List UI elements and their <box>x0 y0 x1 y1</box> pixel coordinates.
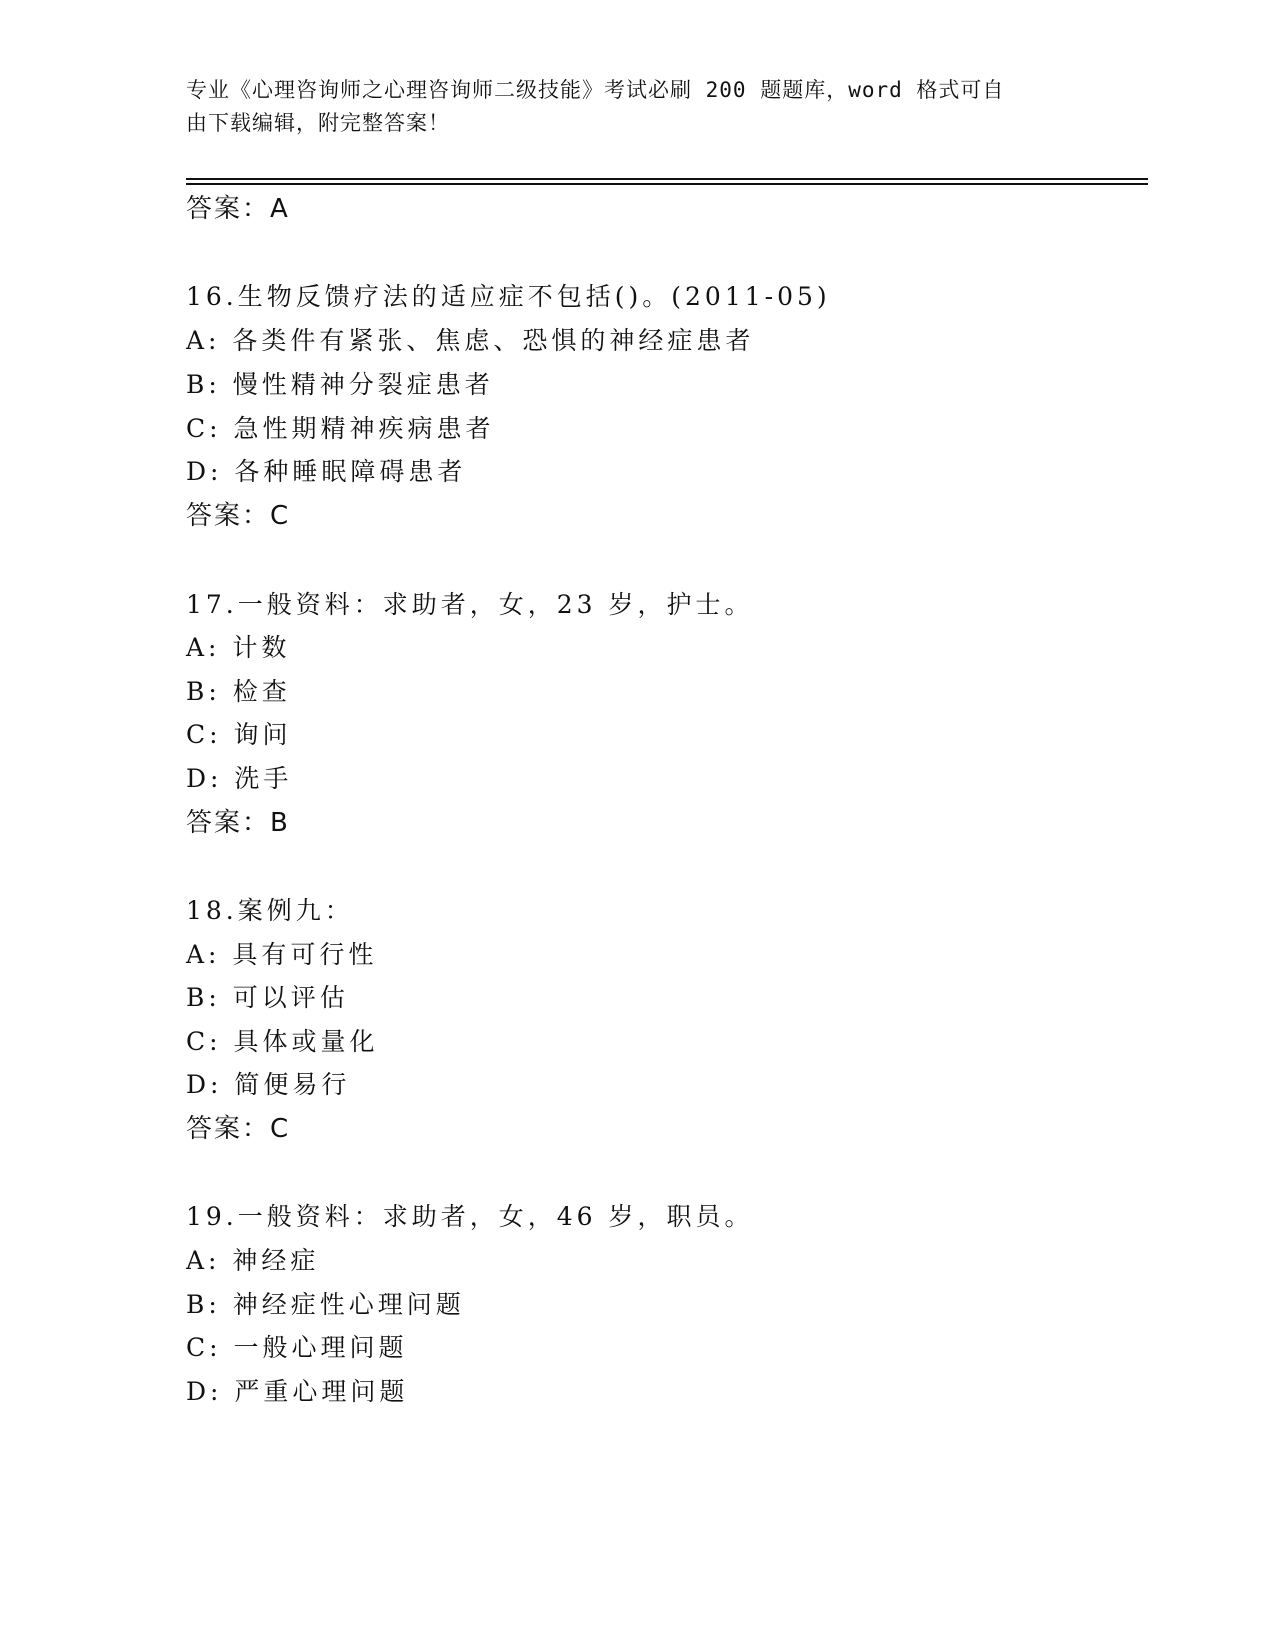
header-divider-top <box>186 178 1148 180</box>
question-17-option-a: A: 计数 <box>186 633 291 662</box>
question-19-stem: 19.一般资料：求助者，女，46 岁，职员。 <box>186 1202 754 1231</box>
question-16-option-a: A: 各类件有紧张、焦虑、恐惧的神经症患者 <box>186 326 755 355</box>
question-16-stem: 16.生物反馈疗法的适应症不包括()。(2011-05) <box>186 282 831 311</box>
question-19-option-c: C: 一般心理问题 <box>186 1333 408 1362</box>
question-17-answer: 答案：B <box>186 808 290 838</box>
question-18-option-b: B: 可以评估 <box>186 983 349 1012</box>
question-18-answer: 答案：C <box>186 1114 291 1144</box>
header-divider-bottom <box>186 183 1148 185</box>
question-17-option-d: D: 洗手 <box>186 764 293 793</box>
question-17-option-b: B: 检查 <box>186 677 291 706</box>
question-19-option-a: A: 神经症 <box>186 1246 320 1275</box>
question-17-stem: 17.一般资料：求助者，女，23 岁，护士。 <box>186 590 754 619</box>
question-18-option-d: D: 简便易行 <box>186 1070 351 1099</box>
header-line-1: 专业《心理咨询师之心理咨询师二级技能》考试必刷 200 题题库，word 格式可自 <box>186 78 1005 102</box>
question-16-option-b: B: 慢性精神分裂症患者 <box>186 370 494 399</box>
question-19-option-b: B: 神经症性心理问题 <box>186 1290 465 1319</box>
question-16-option-d: D: 各种睡眠障碍患者 <box>186 457 467 486</box>
question-18-option-c: C: 具体或量化 <box>186 1027 379 1056</box>
document-header <box>186 74 1066 140</box>
header-line-2: 由下载编辑，附完整答案！ <box>186 111 450 135</box>
question-16-answer: 答案：C <box>186 501 291 531</box>
answer-previous: 答案：A <box>186 194 290 224</box>
question-18-stem: 18.案例九： <box>186 896 354 925</box>
question-17-option-c: C: 询问 <box>186 720 292 749</box>
question-18-option-a: A: 具有可行性 <box>186 940 378 969</box>
question-19-option-d: D: 严重心理问题 <box>186 1377 409 1406</box>
question-16-option-c: C: 急性期精神疾病患者 <box>186 414 495 443</box>
